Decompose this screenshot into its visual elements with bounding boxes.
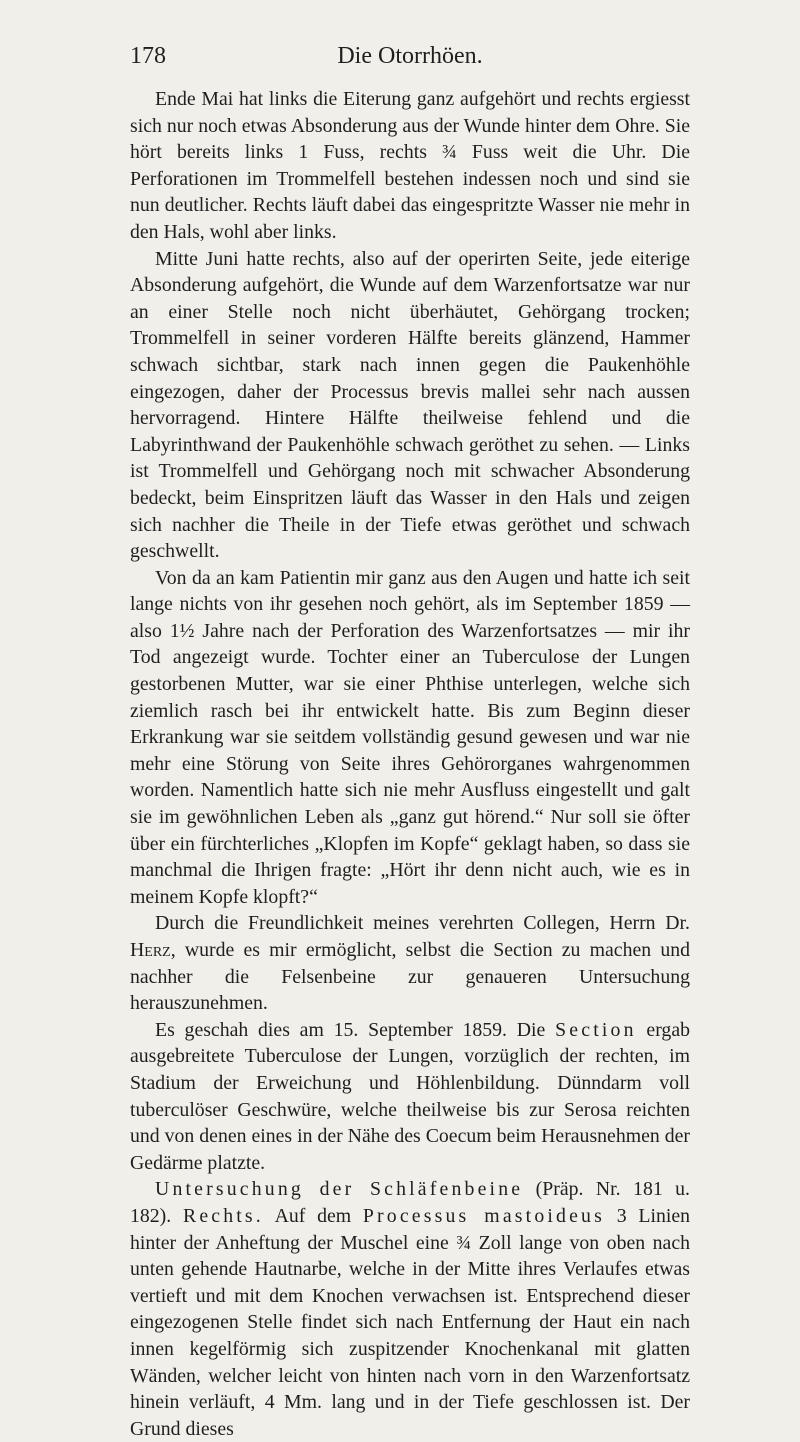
text-fragment: (Präp. Nr. 181 u. 182). bbox=[130, 1178, 690, 1227]
paragraph-temporal-bone-exam bbox=[130, 1176, 690, 1442]
paragraph-section-permission bbox=[130, 910, 690, 1016]
text-fragment: Durch die Freundlichkeit meines verehrten Collegen, Herrn Dr. bbox=[155, 912, 690, 935]
running-title: Die Otorrhöen. bbox=[337, 43, 483, 69]
paragraph-end-of-may: Ende Mai hat links die Eiterung ganz aufgehört und rechts ergiesst sich nur noch etwas Absonderung aus der Wunde hinter dem Ohre. Sie hört bereits links 1 Fuss, rechts ¾ Fuss weit die Uhr. Die Perforationen im Trommelfell bestehen indessen noch und sind sie nun deutlicher. Rechts läuft dabei das eingespritzte Wasser nie mehr in den Hals, wohl aber links. bbox=[130, 88, 690, 243]
text-fragment: ergab ausgebreitete Tuberculose der Lungen, vorzüglich der rechten, im Stadium der Erweichung und Höhlenbildung. Dünndarm voll tuberculöser Geschwüre, welche theilweise bis zur Serosa reichten und von denen eines in der Nähe des Coecum beim Herausnehmen der Gedärme platzte. bbox=[130, 1018, 690, 1174]
name-herz: Herz bbox=[130, 939, 171, 961]
spaced-term-section: Section bbox=[555, 1018, 637, 1041]
paragraph-patient-history: Von da an kam Patientin mir ganz aus den Augen und hatte ich seit lange nichts von ihr gesehen noch gehört, als im September 1859 — also 1½ Jahre nach der Perforation des Warzenfortsatzes — mir ihr Tod angezeigt wurde. Tochter einer an Tuberculose der Lungen gestorbenen Mutter, war sie einer Phthise unterlegen, welche sich ziemlich rasch bei ihr entwickelt hatte. Bis zum Beginn dieser Erkrankung war sie seitdem vollständig gesund gewesen und war nie mehr eine Störung von Seite ihres Gehörorganes wahrgenommen worden. Namentlich hatte sich nie mehr Ausfluss eingestellt und galt sie im gewöhnlichen Leben als „ganz gut hörend.“ Nur soll sie öfter über ein fürchterliches „Klopfen im Kopfe“ geklagt haben, so dass sie manchmal die Ihrigen fragte: „Hört ihr denn nicht auch, wie es in meinem Kopfe klopft?“ bbox=[130, 566, 690, 908]
spaced-term-right: Rechts. bbox=[182, 1204, 264, 1227]
paragraph-section-findings bbox=[130, 1017, 690, 1177]
spaced-term-mastoid: Processus mastoideus bbox=[362, 1204, 605, 1227]
text-fragment: Es geschah dies am 15. September 1859. Die bbox=[155, 1018, 556, 1041]
running-head bbox=[130, 40, 690, 72]
paragraph-mid-june: Mitte Juni hatte rechts, also auf der operirten Seite, jede eiterige Absonderung aufgehört, die Wunde auf dem Warzenfortsatze war nur an einer Stelle noch nicht überhäutet, Gehörgang trocken; Trommelfell in seiner vorderen Hälfte bereits glänzend, Hammer schwach sichtbar, stark nach innen gegen die Paukenhöhle eingezogen, daher der Processus brevis mallei sehr nach aussen hervorragend. Hintere Hälfte theilweise fehlend und die Labyrinthwand der Paukenhöhle schwach geröthet zu sehen. — Links ist Trommelfell und Gehörgang noch mit schwacher Absonderung bedeckt, beim Einspritzen läuft das Wasser in den Hals und zeigen sich nachher die Theile in der Tiefe etwas geröthet und schwach geschwellt. bbox=[130, 247, 690, 563]
spaced-term-exam: Untersuchung der Schläfenbeine bbox=[155, 1178, 524, 1201]
text-fragment: Auf dem bbox=[263, 1204, 363, 1227]
text-fragment: 3 Linien hinter der Anheftung der Muschel eine ¾ Zoll lange von oben nach unten gehende Hautnarbe, welche in der Mitte ihres Verlaufes etwas vertieft und mit dem Knochen verwachsen ist. Entsprechend dieser eingezogenen Stelle findet sich nach Entfernung der Haut ein nach innen kegelförmig sich zuspitzender Knochenkanal mit glatten Wänden, welcher leicht von hinten nach vorn in den Warzenfortsatz hinein verläuft, 4 Mm. lang und in der Tiefe geschlossen ist. Der Grund dieses bbox=[130, 1204, 690, 1440]
body-text bbox=[130, 86, 690, 1442]
page-number: 178 bbox=[130, 43, 166, 69]
text-fragment: , wurde es mir ermöglicht, selbst die Section zu machen und nachher die Felsenbeine zur genaueren Untersuchung herauszunehmen. bbox=[130, 939, 690, 1015]
